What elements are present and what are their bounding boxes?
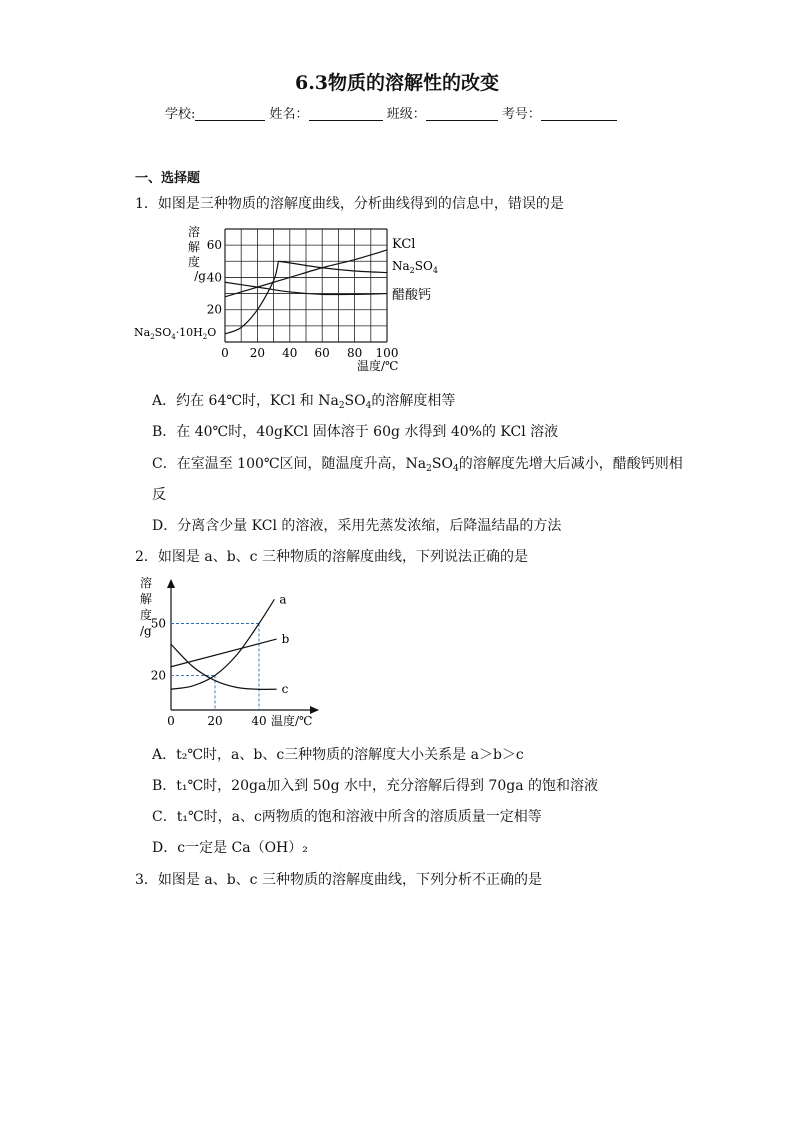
q1-x-tick-label: 60	[314, 346, 330, 360]
q2-option-d[interactable]: D．c一定是 Ca（OH）₂	[152, 840, 308, 856]
q1-label-calcium-acetate: 醋酸钙	[392, 288, 432, 303]
school-blank[interactable]	[195, 106, 265, 121]
class-label: 班级：	[386, 107, 426, 122]
q1-option-d[interactable]: D．分离含少量 KCl 的溶液，采用先蒸发浓缩，后降温结晶的方法	[152, 518, 562, 534]
q1-solubility-chart	[130, 222, 450, 377]
q1-ylabel-2: 解	[187, 240, 200, 254]
q2-curves	[171, 592, 290, 696]
q1-option-c[interactable]: C．在室温至 100℃区间，随温度升高，$Na_2SO_4$的溶解度先增大后减小，醋酸钙则相	[152, 456, 683, 474]
name-label: 姓名：	[269, 107, 309, 122]
q1-x-tick-label: 0	[221, 346, 229, 360]
q1-x-tick-label: 20	[249, 346, 266, 360]
page-title: 6.3物质的溶解性的改变	[294, 72, 500, 94]
q2-solubility-chart	[128, 572, 338, 732]
q2-stem: 2．如图是 a、b、c 三种物质的溶解度曲线，下列说法正确的是	[135, 549, 528, 565]
id-blank[interactable]	[541, 106, 617, 121]
q1-label-na2so4-decahydrate: $Na_2SO_4\cdot 10H_2O$	[134, 326, 217, 341]
q2-ylabel-3: 度	[140, 608, 153, 622]
q2-curve-b	[171, 639, 277, 667]
q1-option-b[interactable]: B．在 40℃时，40gKCl 固体溶于 60g 水得到 40%的 KCl 溶液	[152, 424, 559, 440]
q2-ylabel-1: 溶	[140, 576, 153, 590]
q1-x-tick-label: 100	[375, 346, 399, 360]
q1-y-tick-label: 20	[206, 302, 222, 317]
q1-xlabel: 温度/℃	[357, 359, 399, 373]
q2-curve-label-b: b	[281, 632, 290, 647]
q2-ylabel-4: /g	[140, 624, 152, 638]
q2-y-axis-arrow	[167, 579, 175, 588]
q1-option-a[interactable]: A．约在 64℃时，KCl 和 $Na_2SO_4$的溶解度相等	[152, 393, 456, 411]
q1-stem: 1．如图是三种物质的溶解度曲线，分析曲线得到的信息中，错误的是	[135, 196, 564, 212]
q1-y-tick-label: 60	[206, 238, 222, 253]
q1-option-c-continued: 反	[152, 487, 166, 503]
q2-option-b[interactable]: B．t₁℃时，20ga加入到 50g 水中，充分溶解后得到 70ga 的饱和溶液	[152, 778, 599, 794]
section-heading: 一、选择题	[135, 171, 201, 186]
q2-curve-label-c: c	[281, 682, 289, 697]
q2-y-tick-label: 20	[150, 668, 166, 683]
q2-x-tick-label: 0	[167, 714, 175, 728]
q1-ylabel-3: 度	[187, 255, 200, 269]
id-label: 考号：	[501, 107, 541, 122]
q2-xlabel: 温度/℃	[271, 714, 313, 728]
q1-curve-na2so4-decahydrate	[225, 261, 278, 334]
q2-x-axis-arrow	[310, 706, 319, 714]
q1-label-na2so4: $Na_2SO_4$	[392, 259, 438, 275]
q1-y-tick-label: 40	[206, 270, 222, 285]
q1-label-kcl: KCl	[392, 237, 416, 252]
q2-option-a[interactable]: A．t₂℃时，a、b、c三种物质的溶解度大小关系是 a＞b＞c	[152, 747, 524, 763]
name-blank[interactable]	[309, 106, 383, 121]
q2-option-c[interactable]: C．t₁℃时，a、c两物质的饱和溶液中所含的溶质质量一定相等	[152, 809, 542, 825]
class-blank[interactable]	[426, 106, 498, 121]
q2-tick-labels	[151, 617, 267, 729]
q2-curve-c	[171, 644, 277, 689]
school-label: 学校:	[165, 107, 196, 122]
q2-x-tick-label: 20	[207, 714, 223, 728]
q1-x-tick-label: 40	[282, 346, 298, 360]
q1-ylabel-4: /g	[194, 269, 206, 283]
q2-ylabel-2: 解	[140, 592, 153, 606]
q1-ylabel-1: 溶	[187, 225, 200, 239]
q2-y-tick-label: 50	[150, 616, 166, 631]
student-info-line	[165, 103, 617, 122]
q2-x-tick-label: 40	[251, 714, 267, 728]
q2-curve-label-a: a	[279, 592, 287, 607]
q3-stem: 3．如图是 a、b、c 三种物质的溶解度曲线，下列分析不正确的是	[135, 872, 542, 888]
q1-x-tick-label: 80	[346, 346, 363, 360]
